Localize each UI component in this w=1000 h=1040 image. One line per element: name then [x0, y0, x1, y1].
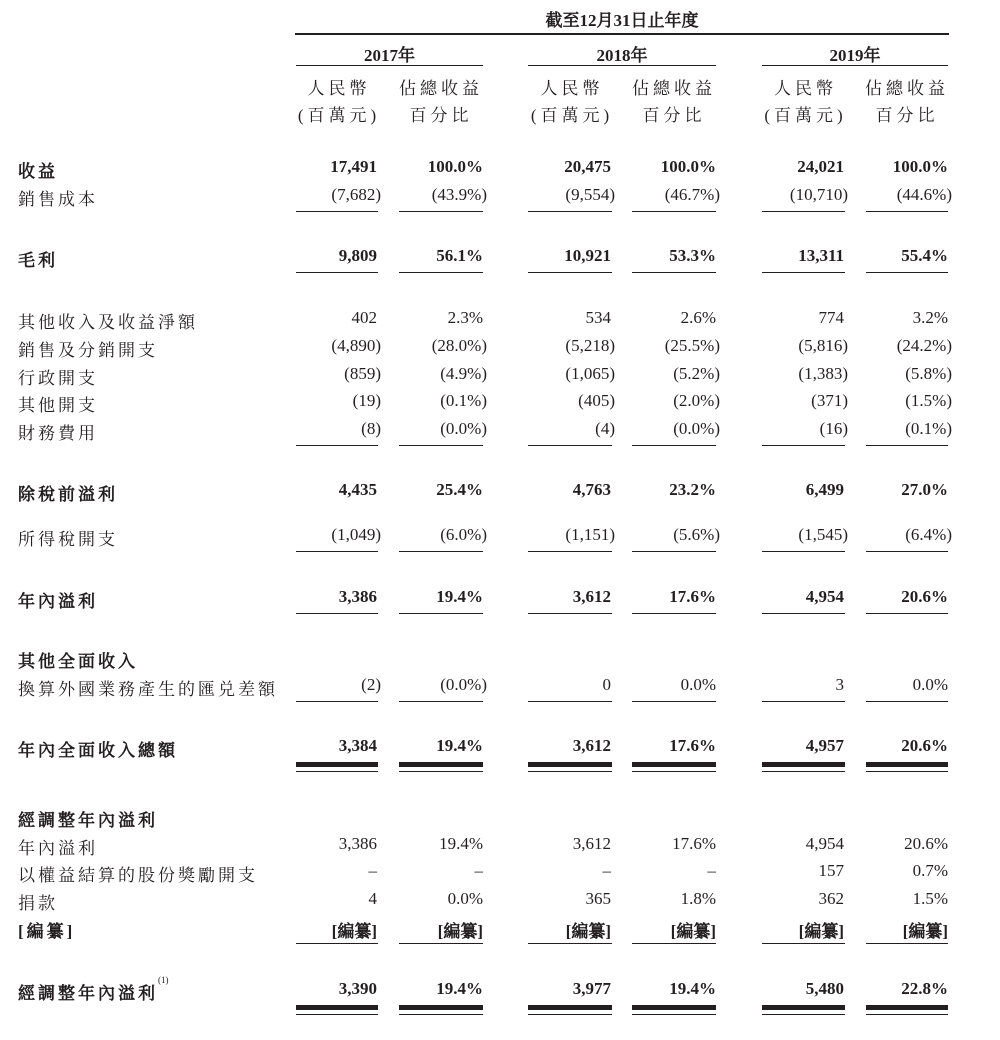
cell-value: 4,435 — [338, 480, 377, 499]
double-underline-thick — [866, 1005, 948, 1010]
row-label: 銷售成本 — [18, 190, 98, 209]
period-heading: 截至12月31日止年度 — [545, 11, 699, 30]
cell-value: 3,612 — [572, 587, 611, 606]
cell-value: 0.7% — [912, 861, 948, 880]
double-underline-thin — [632, 771, 716, 772]
underline — [762, 445, 845, 446]
cell-value: 5,480 — [805, 979, 844, 998]
double-underline-thin — [399, 771, 483, 772]
row-label: 年內全面收入總額 — [18, 741, 178, 760]
cell-value: 362 — [818, 889, 844, 908]
cell-value: (8) — [361, 419, 381, 438]
underline — [866, 272, 948, 273]
column-heading: 百分比 — [409, 106, 473, 125]
cell-value: 3,390 — [338, 979, 377, 998]
cell-value: 6,499 — [805, 480, 844, 499]
cell-value: 4,954 — [805, 587, 844, 606]
cell-value: (0.1%) — [905, 419, 952, 438]
cell-value: (2.0%) — [673, 391, 720, 410]
underline — [632, 551, 716, 552]
cell-value: (5.2%) — [673, 364, 720, 383]
cell-value: 4 — [368, 889, 377, 908]
cell-value: – — [474, 861, 483, 880]
underline — [296, 613, 378, 614]
row-label: 其他收入及收益淨額 — [18, 313, 198, 332]
cell-value: (1,151) — [565, 525, 615, 544]
underline — [399, 445, 483, 446]
row-label: 以權益結算的股份獎勵開支 — [18, 866, 258, 885]
underline — [528, 272, 612, 273]
footnote-marker: (1) — [158, 975, 169, 985]
cell-value: [編纂] — [437, 922, 483, 941]
underline — [528, 211, 612, 212]
underline — [632, 701, 716, 702]
cell-value: (1.5%) — [905, 391, 952, 410]
cell-value: (4.9%) — [440, 364, 487, 383]
underline — [296, 943, 378, 944]
row-label: 其他開支 — [18, 396, 98, 415]
double-underline-thick — [762, 762, 845, 767]
row-label: 除稅前溢利 — [18, 485, 118, 504]
cell-value: 3,612 — [572, 736, 611, 755]
column-heading: 百分比 — [642, 106, 706, 125]
cell-value: (0.0%) — [673, 419, 720, 438]
underline — [528, 943, 612, 944]
column-heading: 百分比 — [875, 106, 939, 125]
year-heading: 2017年 — [364, 46, 415, 65]
cell-value: 17.6% — [669, 587, 716, 606]
cell-value: [編纂] — [331, 922, 377, 941]
cell-value: 20.6% — [901, 587, 948, 606]
column-heading: (百萬元) — [764, 106, 847, 125]
double-underline-thin — [296, 771, 378, 772]
year-heading: 2018年 — [596, 46, 648, 65]
double-underline-thick — [399, 762, 483, 767]
underline — [296, 701, 378, 702]
cell-value: 19.4% — [439, 834, 483, 853]
underline — [762, 272, 845, 273]
cell-value: (1,545) — [798, 525, 848, 544]
row-label: 行政開支 — [18, 369, 98, 388]
double-underline-thick — [399, 1005, 483, 1010]
cell-value: [編纂] — [798, 922, 844, 941]
cell-value: 17,491 — [330, 157, 377, 176]
cell-value: 3,612 — [572, 834, 611, 853]
cell-value: (4) — [595, 419, 615, 438]
row-label: 捐款 — [18, 894, 58, 913]
cell-value: (44.6%) — [896, 185, 952, 204]
double-underline-thin — [528, 771, 612, 772]
cell-value: (6.4%) — [905, 525, 952, 544]
cell-value: (5,218) — [565, 336, 615, 355]
underline — [399, 551, 483, 552]
row-label: [編纂] — [18, 922, 76, 941]
underline — [866, 943, 948, 944]
cell-value: (46.7%) — [664, 185, 720, 204]
underline — [762, 211, 845, 212]
cell-value: 1.5% — [912, 889, 948, 908]
cell-value: 3.2% — [912, 308, 948, 327]
double-underline-thick — [528, 1005, 612, 1010]
cell-value: 1.8% — [680, 889, 716, 908]
cell-value: 27.0% — [901, 480, 948, 499]
year-rule — [296, 65, 483, 66]
underline — [399, 943, 483, 944]
double-underline-thin — [528, 1014, 612, 1015]
row-label: 其他全面收入 — [18, 652, 138, 671]
cell-value: (10,710) — [789, 185, 848, 204]
column-heading: 人民幣 — [774, 79, 837, 98]
underline — [762, 551, 845, 552]
cell-value: 0.0% — [680, 675, 716, 694]
cell-value: 23.2% — [669, 480, 716, 499]
column-heading: (百萬元) — [297, 106, 381, 125]
double-underline-thick — [866, 762, 948, 767]
double-underline-thick — [296, 762, 378, 767]
cell-value: 100.0% — [892, 157, 948, 176]
row-label: 年內溢利 — [18, 839, 98, 858]
column-heading: 佔總收益 — [399, 79, 483, 98]
double-underline-thin — [866, 771, 948, 772]
double-underline-thick — [762, 1005, 845, 1010]
underline — [866, 701, 948, 702]
row-label: 所得稅開支 — [18, 530, 118, 549]
cell-value: (0.0%) — [440, 419, 487, 438]
underline — [762, 613, 845, 614]
double-underline-thin — [399, 1014, 483, 1015]
cell-value: (0.1%) — [440, 391, 487, 410]
cell-value: 19.4% — [669, 979, 716, 998]
cell-value: [編纂] — [565, 922, 611, 941]
double-underline-thick — [632, 762, 716, 767]
year-rule — [762, 65, 948, 66]
column-heading: 佔總收益 — [632, 79, 716, 98]
underline — [296, 211, 378, 212]
cell-value: (16) — [819, 419, 848, 438]
double-underline-thin — [866, 1014, 948, 1015]
cell-value: 20,475 — [564, 157, 611, 176]
cell-value: 4,954 — [805, 834, 844, 853]
column-heading: 人民幣 — [540, 79, 604, 98]
cell-value: (1,383) — [798, 364, 848, 383]
underline — [632, 943, 716, 944]
cell-value: [編纂] — [670, 922, 716, 941]
cell-value: (28.0%) — [431, 336, 487, 355]
cell-value: 22.8% — [901, 979, 948, 998]
underline — [399, 701, 483, 702]
cell-value: (7,682) — [331, 185, 381, 204]
cell-value: 24,021 — [797, 157, 844, 176]
underline — [632, 613, 716, 614]
cell-value: 53.3% — [669, 246, 716, 265]
cell-value: 55.4% — [901, 246, 948, 265]
underline — [762, 701, 845, 702]
underline — [632, 211, 716, 212]
cell-value: (9,554) — [565, 185, 615, 204]
column-heading: 佔總收益 — [865, 79, 949, 98]
cell-value: (6.0%) — [440, 525, 487, 544]
cell-value: 19.4% — [436, 736, 483, 755]
cell-value: 402 — [351, 308, 377, 327]
cell-value: (5.6%) — [673, 525, 720, 544]
double-underline-thin — [762, 1014, 845, 1015]
underline — [632, 272, 716, 273]
cell-value: (25.5%) — [664, 336, 720, 355]
cell-value: 3 — [835, 675, 844, 694]
cell-value: 25.4% — [436, 480, 483, 499]
row-label: 收益 — [18, 162, 58, 181]
underline — [632, 445, 716, 446]
cell-value: 19.4% — [436, 587, 483, 606]
cell-value: 0.0% — [447, 889, 483, 908]
cell-value: – — [602, 861, 611, 880]
cell-value: 19.4% — [436, 979, 483, 998]
underline — [399, 272, 483, 273]
cell-value: (1,049) — [331, 525, 381, 544]
underline — [528, 445, 612, 446]
underline — [866, 445, 948, 446]
cell-value: [編纂] — [902, 922, 948, 941]
underline — [296, 551, 378, 552]
row-label: 經調整年內溢利 — [18, 811, 158, 830]
underline — [528, 613, 612, 614]
cell-value: 4,957 — [805, 736, 844, 755]
cell-value: 56.1% — [436, 246, 483, 265]
underline — [296, 272, 378, 273]
year-rule — [528, 65, 716, 66]
double-underline-thin — [762, 771, 845, 772]
double-underline-thick — [632, 1005, 716, 1010]
year-heading: 2019年 — [829, 46, 881, 65]
underline — [399, 613, 483, 614]
cell-value: 100.0% — [660, 157, 716, 176]
underline — [866, 551, 948, 552]
cell-value: 13,311 — [798, 246, 844, 265]
cell-value: 17.6% — [672, 834, 716, 853]
cell-value: 534 — [585, 308, 611, 327]
header-rule — [295, 33, 949, 35]
cell-value: – — [368, 861, 377, 880]
cell-value: 20.6% — [904, 834, 948, 853]
cell-value: 365 — [585, 889, 611, 908]
cell-value: 17.6% — [669, 736, 716, 755]
row-label: 銷售及分銷開支 — [18, 341, 158, 360]
cell-value: 3,386 — [338, 587, 377, 606]
cell-value: (1,065) — [565, 364, 615, 383]
underline — [866, 211, 948, 212]
cell-value: 4,763 — [572, 480, 611, 499]
cell-value: 774 — [818, 308, 844, 327]
cell-value: 2.6% — [680, 308, 716, 327]
cell-value: (405) — [578, 391, 615, 410]
row-label: 經調整年內溢利 — [18, 984, 158, 1003]
cell-value: (24.2%) — [896, 336, 952, 355]
cell-value: 3,386 — [338, 834, 377, 853]
cell-value: 3,384 — [338, 736, 377, 755]
cell-value: (5.8%) — [905, 364, 952, 383]
column-heading: 人民幣 — [307, 79, 371, 98]
row-label: 換算外國業務產生的匯兑差額 — [18, 680, 278, 699]
underline — [399, 211, 483, 212]
underline — [528, 551, 612, 552]
row-label: 年內溢利 — [18, 592, 98, 611]
double-underline-thin — [632, 1014, 716, 1015]
cell-value: – — [707, 861, 716, 880]
cell-value: (19) — [352, 391, 381, 410]
cell-value: 3,977 — [572, 979, 611, 998]
underline — [762, 943, 845, 944]
cell-value: 9,809 — [338, 246, 377, 265]
cell-value: (859) — [344, 364, 381, 383]
cell-value: 157 — [818, 861, 844, 880]
row-label: 財務費用 — [18, 424, 98, 443]
row-label: 毛利 — [18, 251, 58, 270]
column-heading: (百萬元) — [530, 106, 614, 125]
underline — [866, 613, 948, 614]
cell-value: (5,816) — [798, 336, 848, 355]
double-underline-thick — [528, 762, 612, 767]
cell-value: 2.3% — [447, 308, 483, 327]
double-underline-thin — [296, 1014, 378, 1015]
underline — [528, 701, 612, 702]
cell-value: (0.0%) — [440, 675, 487, 694]
cell-value: (371) — [811, 391, 848, 410]
cell-value: (2) — [361, 675, 381, 694]
cell-value: (43.9%) — [431, 185, 487, 204]
cell-value: 0 — [602, 675, 611, 694]
cell-value: 20.6% — [901, 736, 948, 755]
cell-value: 100.0% — [427, 157, 483, 176]
double-underline-thick — [296, 1005, 378, 1010]
underline — [296, 445, 378, 446]
cell-value: 10,921 — [564, 246, 611, 265]
cell-value: (4,890) — [331, 336, 381, 355]
cell-value: 0.0% — [912, 675, 948, 694]
